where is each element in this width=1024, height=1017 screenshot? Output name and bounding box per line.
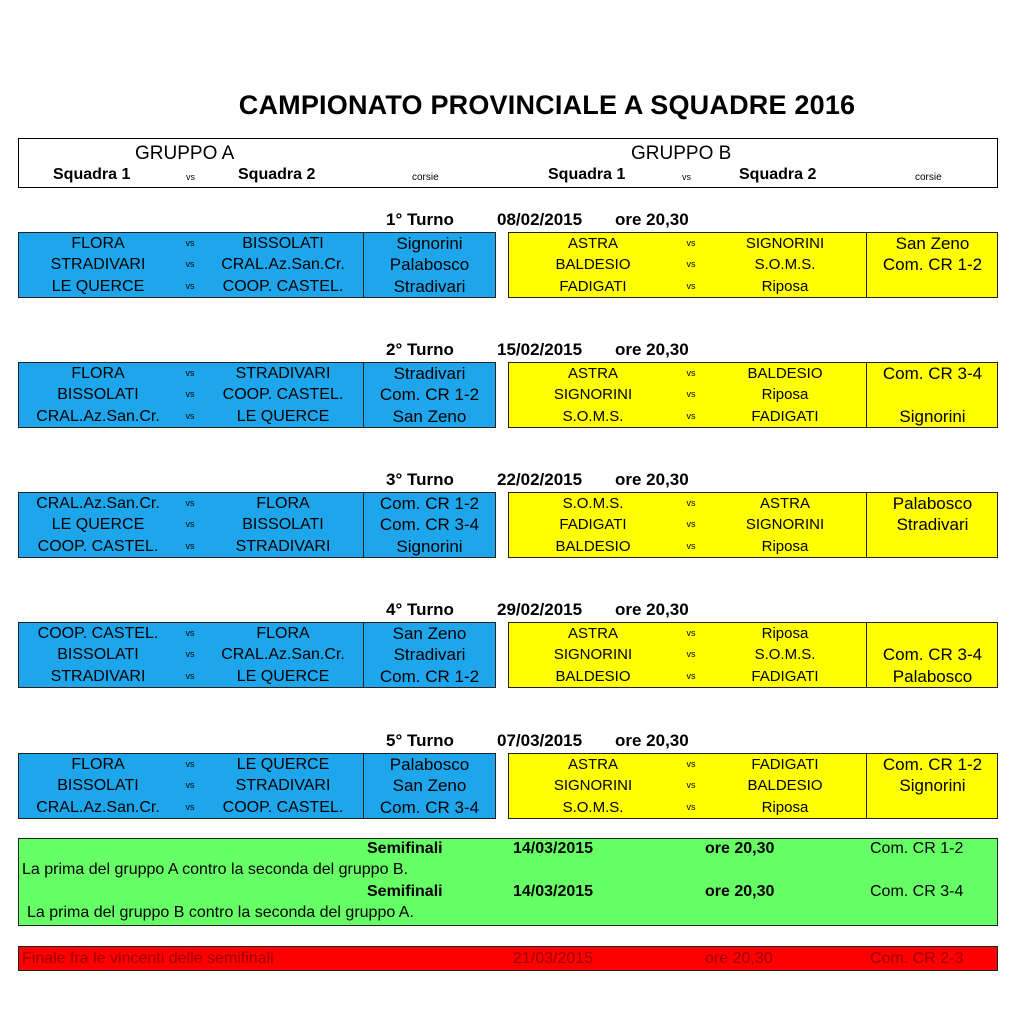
round-5-group-a-block [18,753,496,819]
semifinal-1-label: Semifinali [367,840,443,857]
team-1: ASTRA [567,625,618,642]
team-1: SIGNORINI [553,386,633,403]
group-b-corsie-heading: corsie [915,172,942,183]
team-2: BALDESIO [747,777,823,794]
team-2: BALDESIO [747,365,823,382]
team-2: LE QUERCE [236,668,330,685]
corsia: Signorini [396,537,463,556]
vs-label: vs [686,368,696,378]
round-4-group-b-block [508,622,998,688]
team-1: COOP. CASTEL. [37,538,159,555]
team-2: SIGNORINI [745,516,825,533]
corsia: Com. CR 1-2 [379,385,480,404]
vs-label: vs [686,628,696,638]
team-1: FLORA [71,365,125,382]
match-row [509,384,997,405]
match-row [19,384,495,405]
round-3-time: ore 20,30 [615,470,689,489]
vs-label: vs [686,780,696,790]
corsia: Signorini [899,776,966,795]
group-a-squadra1-heading: Squadra 1 [53,166,131,183]
final-time: ore 20,30 [705,950,773,967]
semifinal-1-date: 14/03/2015 [513,840,594,857]
group-a-heading: GRUPPO A [135,143,235,164]
match-row [19,363,495,384]
vs-label: vs [686,389,696,399]
team-2: Riposa [761,625,809,642]
team-1: STRADIVARI [50,668,146,685]
team-1: BISSOLATI [57,646,139,663]
corsia: Com. CR 1-2 [882,755,983,774]
vs-label: vs [686,802,696,812]
corsia: Stradivari [393,645,466,664]
team-2: STRADIVARI [235,365,331,382]
vs-label: vs [185,759,195,769]
corsia: Com. CR 3-4 [379,798,480,817]
corsia: San Zeno [392,407,467,426]
round-5-title: 5° Turno [386,731,454,750]
group-b-heading: GRUPPO B [631,143,732,164]
vs-label: vs [185,498,195,508]
corsia: Stradivari [393,364,466,383]
team-2: CRAL.Az.San.Cr. [221,646,345,663]
vs-label: vs [185,780,195,790]
corsia: Com. CR 1-2 [882,255,983,274]
round-5-group-b-block [508,753,998,819]
semifinals-block [18,838,998,926]
vs-label: vs [185,541,195,551]
round-5-date: 07/03/2015 [497,731,583,750]
corsia: Palabosco [892,494,973,513]
match-row [19,536,495,557]
match-row [509,775,997,796]
vs-label: vs [686,238,696,248]
match-row [509,797,997,818]
vs-label: vs [185,671,195,681]
team-1: CRAL.Az.San.Cr. [36,799,160,816]
group-a-squadra2-heading: Squadra 2 [238,166,316,183]
corsia: Com. CR 3-4 [882,645,983,664]
final-block [18,946,998,971]
team-2: COOP. CASTEL. [222,799,344,816]
team-1: SIGNORINI [553,777,633,794]
team-2: BISSOLATI [242,516,324,533]
match-row [509,233,997,254]
round-5-time: ore 20,30 [615,731,689,750]
match-row [19,666,495,687]
team-1: S.O.M.S. [562,799,624,816]
round-3-group-a-block [18,492,496,558]
vs-label: vs [185,802,195,812]
match-row [19,775,495,796]
round-1-time: ore 20,30 [615,210,689,229]
round-4-title: 4° Turno [386,600,454,619]
round-3-date: 22/02/2015 [497,470,583,489]
team-1: LE QUERCE [51,516,145,533]
semifinal-2-date: 14/03/2015 [513,883,594,900]
vs-label: vs [686,411,696,421]
team-2: FLORA [256,495,310,512]
match-row [509,644,997,665]
vs-label: vs [185,411,195,421]
semifinal-2-corsia: Com. CR 3-4 [870,883,964,900]
final-corsia: Com. CR 2-3 [870,950,964,967]
team-1: FLORA [71,756,125,773]
match-row [19,254,495,275]
match-row [19,514,495,535]
team-2: COOP. CASTEL. [222,278,344,295]
vs-label: vs [686,259,696,269]
corsia: Com. CR 1-2 [379,494,480,513]
match-row [509,754,997,775]
round-2-time: ore 20,30 [615,340,689,359]
match-row [509,623,997,644]
team-1: BISSOLATI [57,386,139,403]
match-row [19,233,495,254]
round-1-group-b-block [508,232,998,298]
team-1: FADIGATI [559,516,627,533]
team-2: LE QUERCE [236,756,330,773]
semifinal-1-description: La prima del gruppo A contro la seconda del gruppo B. [22,861,409,878]
round-2-title: 2° Turno [386,340,454,359]
round-4-group-a-block [18,622,496,688]
semifinal-2-label: Semifinali [367,883,443,900]
match-row [19,754,495,775]
group-b-vs-heading: vs [682,172,691,182]
corsia: Stradivari [896,515,969,534]
team-1: ASTRA [567,365,618,382]
match-row [509,363,997,384]
team-2: FADIGATI [751,408,819,425]
match-row [19,644,495,665]
team-2: LE QUERCE [236,408,330,425]
team-1: BALDESIO [555,538,631,555]
final-date: 21/03/2015 [513,950,594,967]
match-row [19,797,495,818]
match-row [509,254,997,275]
team-2: STRADIVARI [235,538,331,555]
corsia: Com. CR 3-4 [379,515,480,534]
group-a-vs-heading: vs [186,172,195,182]
page-title: CAMPIONATO PROVINCIALE A SQUADRE 2016 [238,90,856,120]
vs-label: vs [686,281,696,291]
semifinal-1-corsia: Com. CR 1-2 [870,840,964,857]
team-2: STRADIVARI [235,777,331,794]
vs-label: vs [185,628,195,638]
team-1: CRAL.Az.San.Cr. [36,408,160,425]
match-row [509,666,997,687]
team-1: COOP. CASTEL. [37,625,159,642]
semifinal-2-time: ore 20,30 [705,883,775,900]
group-b-squadra2-heading: Squadra 2 [739,166,817,183]
team-1: ASTRA [567,235,618,252]
semifinal-2-description: La prima del gruppo B contro la seconda del gruppo A. [27,904,414,921]
team-1: BALDESIO [555,668,631,685]
team-2: Riposa [761,278,809,295]
round-2-group-b-block [508,362,998,428]
team-2: S.O.M.S. [754,256,816,273]
team-2: ASTRA [759,495,810,512]
team-2: Riposa [761,799,809,816]
table-header [18,138,998,188]
match-row [509,514,997,535]
round-1-date: 08/02/2015 [497,210,583,229]
vs-label: vs [686,541,696,551]
corsia: Stradivari [393,277,466,296]
corsia: Palabosco [389,255,470,274]
match-row [19,623,495,644]
round-1-group-a-block [18,232,496,298]
corsia: San Zeno [895,234,970,253]
team-2: FADIGATI [751,668,819,685]
match-row [509,536,997,557]
team-1: FADIGATI [559,278,627,295]
vs-label: vs [686,759,696,769]
team-1: S.O.M.S. [562,408,624,425]
match-row [509,406,997,427]
team-2: BISSOLATI [242,235,324,252]
round-3-title: 3° Turno [386,470,454,489]
round-4-date: 29/02/2015 [497,600,583,619]
team-1: BALDESIO [555,256,631,273]
team-2: Riposa [761,386,809,403]
vs-label: vs [185,649,195,659]
team-1: CRAL.Az.San.Cr. [36,495,160,512]
team-1: BISSOLATI [57,777,139,794]
corsia: San Zeno [392,624,467,643]
corsia: Signorini [899,407,966,426]
corsia: Palabosco [389,755,470,774]
team-1: FLORA [71,235,125,252]
corsia: Com. CR 1-2 [379,667,480,686]
corsia: San Zeno [392,776,467,795]
team-1: STRADIVARI [50,256,146,273]
round-3-group-b-block [508,492,998,558]
vs-label: vs [185,368,195,378]
vs-label: vs [686,519,696,529]
group-a-corsie-heading: corsie [412,172,439,183]
group-b-squadra1-heading: Squadra 1 [548,166,626,183]
final-label: Finale fra le vincenti delle semifinali [22,950,274,967]
vs-label: vs [686,649,696,659]
vs-label: vs [185,238,195,248]
match-row [19,493,495,514]
team-2: Riposa [761,538,809,555]
team-2: S.O.M.S. [754,646,816,663]
round-1-title: 1° Turno [386,210,454,229]
team-2: CRAL.Az.San.Cr. [221,256,345,273]
team-1: ASTRA [567,756,618,773]
corsia: Signorini [396,234,463,253]
team-2: FADIGATI [751,756,819,773]
team-1: SIGNORINI [553,646,633,663]
round-2-group-a-block [18,362,496,428]
corsia: Palabosco [892,667,973,686]
match-row [509,276,997,297]
team-1: S.O.M.S. [562,495,624,512]
vs-label: vs [686,498,696,508]
round-2-date: 15/02/2015 [497,340,583,359]
vs-label: vs [185,389,195,399]
team-2: COOP. CASTEL. [222,386,344,403]
vs-label: vs [686,671,696,681]
vs-label: vs [185,281,195,291]
team-2: SIGNORINI [745,235,825,252]
vs-label: vs [185,259,195,269]
corsia: Com. CR 3-4 [882,364,983,383]
team-1: LE QUERCE [51,278,145,295]
match-row [19,276,495,297]
semifinal-1-time: ore 20,30 [705,840,775,857]
round-4-time: ore 20,30 [615,600,689,619]
match-row [19,406,495,427]
vs-label: vs [185,519,195,529]
team-2: FLORA [256,625,310,642]
match-row [509,493,997,514]
